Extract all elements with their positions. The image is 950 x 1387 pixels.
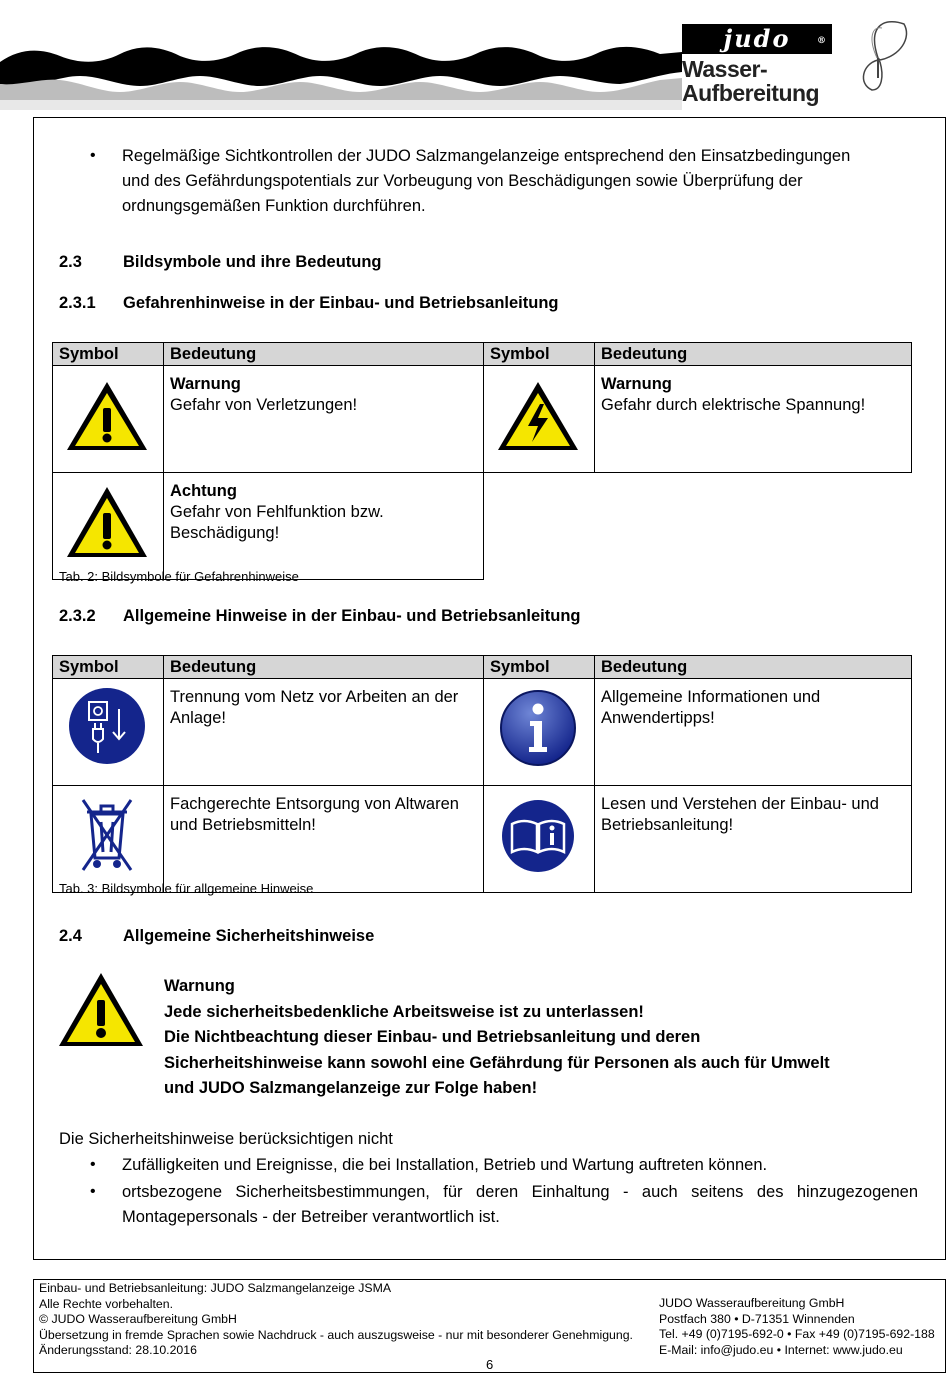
meaning-text: Lesen und Verstehen der Einbau- und Betriebsanleitung! [601,795,879,834]
meaning-title: Warnung [170,375,241,393]
warning-title: Warnung [164,977,235,995]
meaning-cell [164,473,484,580]
warning-line: Sicherheitshinweise kann sowohl eine Gefährdung für Personen als auch für Umwelt [164,1053,830,1072]
footer-line: Änderungsstand: 28.10.2016 [39,1343,197,1357]
footer-line: E-Mail: info@judo.eu • Internet: www.judo.eu [659,1342,903,1357]
symbol-cell [484,366,595,473]
column-header-meaning: Bedeutung [595,656,912,679]
section-number: 2.3 [59,253,82,271]
meaning-cell [595,679,912,786]
logo-brand-text: judo [723,24,791,53]
warning-triangle-icon [56,970,146,1050]
meaning-title: Warnung [601,375,672,393]
table-row [53,786,912,893]
logo-line2: Aufbereitung [682,80,820,106]
meaning-title: Achtung [170,482,237,500]
section-title: Bildsymbole und ihre Bedeutung [123,253,382,271]
column-header-meaning: Bedeutung [164,656,484,679]
intro-line: und des Gefährdungspotentials zur Vorbeugung von Beschädigungen sowie Überprüfung der [122,172,803,190]
column-header-symbol: Symbol [53,656,164,679]
general-symbol-table [52,655,912,893]
section-number: 2.3.2 [59,607,96,625]
section-title: Gefahrenhinweise in der Einbau- und Betriebsanleitung [123,294,559,312]
footer-line: Tel. +49 (0)7195-692-0 • Fax +49 (0)7195-692-188 [659,1327,935,1341]
column-header-symbol: Symbol [484,343,595,366]
footer-line: Alle Rechte vorbehalten. [39,1296,173,1311]
intro-bullet-text [122,144,922,219]
symbol-cell [53,786,164,893]
meaning-text: Fachgerechte Entsorgung von Altwaren und Betriebsmitteln! [170,795,459,834]
crossed-bin-icon [53,786,162,887]
butterfly-icon [848,18,912,94]
meaning-text: Trennung vom Netz vor Arbeiten an der Anlage! [170,688,459,727]
table-row [53,366,912,473]
info-icon [484,679,593,780]
meaning-cell [595,366,912,473]
bullet-icon: • [90,1156,96,1173]
meaning-text: Gefahr von Fehlfunktion bzw. Beschädigung! [170,503,384,542]
symbol-cell [53,679,164,786]
column-header-symbol: Symbol [484,656,595,679]
meaning-cell [595,786,912,893]
logo-line1: Wasser- [682,56,768,82]
table-caption: Tab. 2: Bildsymbole für Gefahrenhinweise [59,569,299,584]
empty-cell [484,473,912,580]
symbol-cell [484,786,595,893]
meaning-text: Gefahr durch elektrische Spannung! [601,396,866,414]
page-number: 6 [486,1357,494,1372]
warning-line: Die Nichtbeachtung dieser Einbau- und Betriebsanleitung und deren [164,1028,701,1046]
notice-bullet-text [122,1180,918,1230]
registered-icon: ® [817,36,828,46]
footer-line: Übersetzung in fremde Sprachen sowie Nachdruck - auch auszugsweise - nur mit besonderer Genehmigung. [39,1327,633,1342]
column-header-meaning: Bedeutung [164,343,484,366]
table-row [53,679,912,786]
section-number: 2.4 [59,927,82,945]
symbol-cell [53,366,164,473]
meaning-cell [164,679,484,786]
warning-line: und JUDO Salzmangelanzeige zur Folge haben! [164,1079,538,1097]
symbol-cell [484,679,595,786]
warning-block [164,974,830,1102]
section-title: Allgemeine Hinweise in der Einbau- und Betriebsanleitung [123,607,581,625]
warning-triangle-icon [53,473,162,574]
meaning-text: Gefahr von Verletzungen! [170,396,358,414]
table-caption: Tab. 3: Bildsymbole für allgemeine Hinweise [59,881,314,896]
footer-line: © JUDO Wasseraufbereitung GmbH [39,1312,237,1326]
bullet-icon: • [90,1183,96,1200]
electric-hazard-icon [484,366,593,467]
intro-line: ordnungsgemäßen Funktion durchführen. [122,197,426,215]
column-header-meaning: Bedeutung [595,343,912,366]
logo-brand [682,24,832,54]
meaning-text: Allgemeine Informationen und Anwendertipps! [601,688,821,727]
section-number: 2.3.1 [59,294,96,312]
disconnect-power-icon [53,679,162,780]
warning-triangle-icon [53,366,162,467]
table-row [53,473,912,580]
footer-right [659,1296,935,1358]
notice-line: ortsbezogene Sicherheitsbestimmungen, für deren Einhaltung - auch seitens des hinzugezogenen [122,1183,918,1201]
notice-line: Montagepersonals - der Betreiber verantwortlich ist. [122,1208,500,1226]
footer-left [39,1281,633,1359]
notice-bullet-text: Zufälligkeiten und Ereignisse, die bei Installation, Betrieb und Wartung auftreten können. [122,1156,768,1174]
judo-logo [682,24,832,110]
symbol-cell [53,473,164,580]
intro-line: Regelmäßige Sichtkontrollen der JUDO Salzmangelanzeige entsprechend den Einsatzbedingungen [122,147,851,165]
section-title: Allgemeine Sicherheitshinweise [123,927,375,945]
warning-line: Jede sicherheitsbedenkliche Arbeitsweise ist zu unterlassen! [164,1002,644,1021]
column-header-symbol: Symbol [53,343,164,366]
notice-intro: Die Sicherheitshinweise berücksichtigen nicht [59,1130,393,1148]
footer-line: Postfach 380 • D-71351 Winnenden [659,1311,855,1326]
footer-line: Einbau- und Betriebsanleitung: JUDO Salzmangelanzeige JSMA [39,1281,392,1295]
read-manual-icon [484,786,593,887]
meaning-cell [164,786,484,893]
bullet-icon: • [90,147,96,164]
footer-line: JUDO Wasseraufbereitung GmbH [659,1296,845,1310]
meaning-cell [164,366,484,473]
hazard-symbol-table [52,342,912,580]
